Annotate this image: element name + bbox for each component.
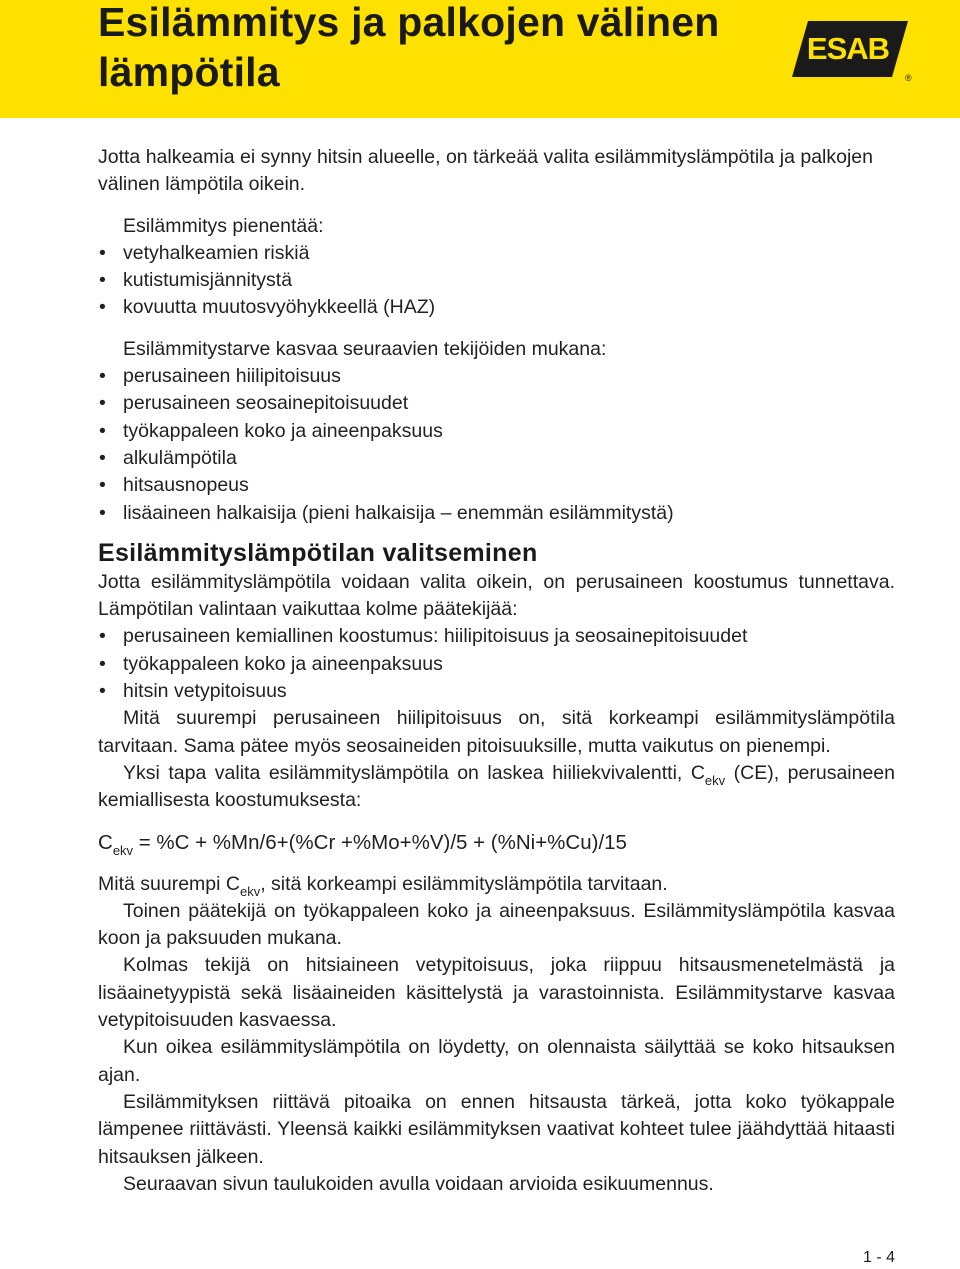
list-item: • perusaineen kemiallinen koostumus: hiilipitoisuus ja seosainepitoisuudet — [98, 623, 895, 650]
list-item: • työkappaleen koko ja aineenpaksuus — [98, 418, 895, 445]
logo-registered: ® — [905, 73, 912, 83]
list-item: • kovuutta muutosvyöhykkeellä (HAZ) — [98, 294, 895, 321]
page-number: 1 - 4 — [862, 1249, 895, 1266]
page-title — [98, 0, 719, 97]
logo-text: ESAB — [806, 31, 890, 66]
factors-list — [98, 623, 895, 705]
document-body — [98, 144, 895, 1198]
section-paragraph-1: Jotta esilämmityslämpötila voidaan valita oikein, on perusaineen koostumus tunnettava. Lämpötilan valintaan vaikuttaa kolme päätekijää: — [98, 570, 895, 621]
need-list — [98, 363, 895, 527]
list-item: • hitsausnopeus — [98, 472, 895, 499]
list-item: • hitsin vetypitoisuus — [98, 678, 895, 705]
list-item: • lisäaineen halkaisija (pieni halkaisija – enemmän esilämmitystä) — [98, 500, 895, 527]
section-heading: Esilämmityslämpötilan valitseminen — [98, 538, 538, 567]
section-paragraph-3: Yksi tapa valita esilämmityslämpötila on laskea hiiliekvivalentti, $C_{ekv}$ (CE), perusaineen kemiallisesta koostumuksesta: — [98, 761, 895, 812]
section-paragraph-8: Esilämmityksen riittävä pitoaika on ennen hitsausta tärkeä, jotta koko työkappale lämpenee riittävästi. Yleensä kaikki esilämmityksen vaativat kohteet tulee jäähdyttää hitaasti hitsauksen jälkeen. — [98, 1090, 895, 1168]
intro-paragraph: Jotta halkeamia ei synny hitsin alueelle, on tärkeää valita esilämmityslämpötila ja palkojen välinen lämpötila oikein. — [98, 146, 873, 196]
section-paragraph-5: Toinen päätekijä on työkappaleen koko ja aineenpaksuus. Esilämmityslämpötila kasvaa koon ja paksuuden mukana. — [98, 899, 895, 950]
list-item: • kutistumisjännitystä — [98, 267, 895, 294]
need-lead: Esilämmitystarve kasvaa seuraavien tekijöiden mukana: — [123, 337, 607, 360]
list-item: • työkappaleen koko ja aineenpaksuus — [98, 651, 895, 678]
section-paragraph-4: Mitä suurempi $C_{ekv}$, sitä korkeampi esilämmityslämpötila tarvitaan. — [98, 872, 668, 899]
list-item: • alkulämpötila — [98, 445, 895, 472]
section-paragraph-7: Kun oikea esilämmityslämpötila on löydetty, on olennaista säilyttää se koko hitsauksen ajan. — [98, 1036, 895, 1086]
carbon-equivalent-formula: $C_{ekv} = \%C + \%Mn/6+(\%Cr +\%Mo+\%V)/5 + (\%Ni+\%Cu)/15$ — [98, 830, 627, 858]
title-line-1: Esilämmitys ja palkojen välinen — [98, 0, 720, 45]
section-paragraph-2: Mitä suurempi perusaineen hiilipitoisuus on, sitä korkeampi esilämmityslämpötila tarvitaan. Sama pätee myös seosaineiden pitoisuuksille, mutta vaikutus on pienempi. — [98, 707, 895, 757]
section-paragraph-6: Kolmas tekijä on hitsiaineen vetypitoisuus, joka riippuu hitsausmenetelmästä ja lisäainetyypistä sekä lisäaineiden käsittelystä ja varastoinnista. Esilämmitystarve kasvaa vetypitoisuuden kasvaessa. — [98, 954, 895, 1032]
reduces-lead: Esilämmitys pienentää: — [123, 214, 324, 237]
section-paragraph-9: Seuraavan sivun taulukoiden avulla voidaan arvioida esikuumennus. — [123, 1172, 714, 1195]
list-item: • perusaineen hiilipitoisuus — [98, 363, 895, 390]
title-line-2: lämpötila — [98, 49, 280, 95]
esab-logo — [788, 15, 912, 83]
list-item: • vetyhalkeamien riskiä — [98, 240, 895, 267]
list-item: • perusaineen seosainepitoisuudet — [98, 390, 895, 417]
header-band — [0, 0, 960, 118]
reduces-list — [98, 240, 895, 322]
